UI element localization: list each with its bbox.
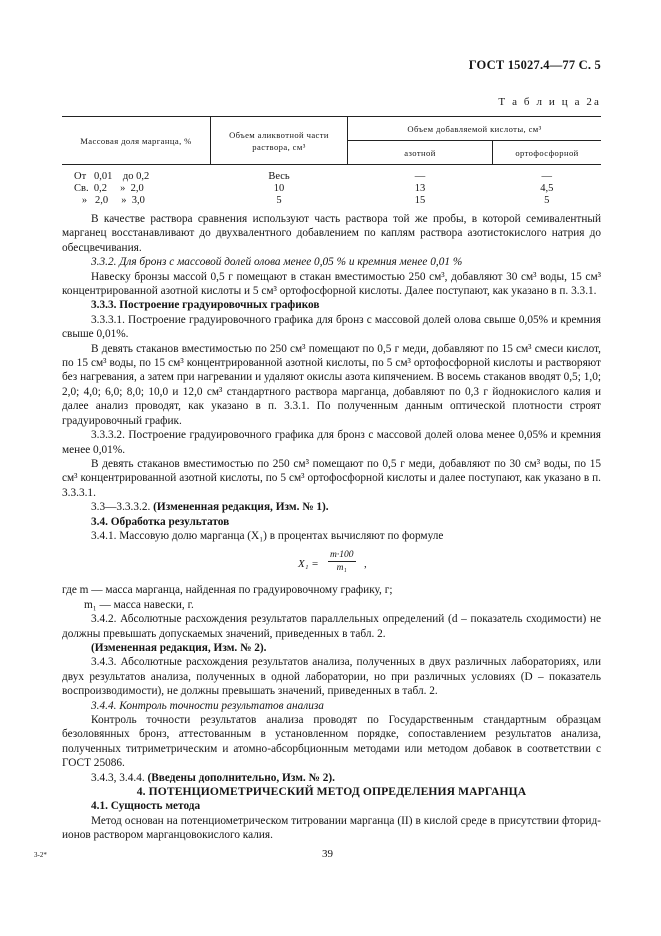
formula-comma: ,	[364, 558, 367, 571]
amendment-text: (Измененная редакция, Изм. № 1).	[153, 501, 329, 514]
amendment-ref: 3.4.3, 3.4.4.	[91, 771, 148, 784]
paragraph: 3.3.3.2. Построение градуировочного графика для бронз с массовой долей олова менее 0,05% и кремния менее 0,01%.	[62, 429, 601, 456]
cell-aliquot: Весь	[268, 171, 290, 182]
cell-range: Св. 0,2 » 2,0	[74, 183, 144, 194]
footer-mark: 3-2*	[34, 851, 47, 859]
col-header-acid-volume: Объем добавляемой кислоты, см³	[348, 117, 602, 141]
amendment-ref: 3.3—3.3.3.2.	[91, 501, 154, 514]
col-header-aliquot: Объем аликвотной части раствора, см³	[211, 117, 348, 165]
variable-definition: m₁ — масса навески, г.	[84, 598, 194, 611]
amendment-note	[62, 500, 601, 514]
table-caption: Т а б л и ц а 2а	[498, 96, 601, 108]
paragraph: 3.4.3. Абсолютные расхождения результатов анализа, полученных в двух различных лабораториях, или двух результатов анализа, полученных в одной лаборатории, но при различных условиях (D – показатель воспроизводимости), не должны превышать значений, приведенных в табл. 2.	[62, 656, 601, 698]
table-row	[62, 183, 601, 195]
cell-phosphoric: 5	[544, 195, 550, 206]
formula-fraction	[328, 549, 356, 574]
subsection-heading: 4.1. Сущность метода	[91, 800, 201, 813]
subsection-heading: 3.3.2. Для бронз с массовой долей олова менее 0,05 % и кремния менее 0,01 %	[91, 256, 463, 269]
section-heading: 4. ПОТЕНЦИОМЕТРИЧЕСКИЙ МЕТОД ОПРЕДЕЛЕНИЯ МАРГАНЦА	[136, 785, 527, 799]
table-row	[62, 165, 601, 184]
amendment-note	[62, 771, 601, 785]
table-row	[62, 195, 601, 207]
cell-nitric: 15	[414, 195, 426, 206]
col-header-phosphoric: ортофосфорной	[493, 141, 602, 165]
subsection-heading: 3.3.3. Построение градуировочных графиков	[91, 299, 320, 312]
paragraph: 3.4.2. Абсолютные расхождения результатов параллельных определений (d – показатель сходимости) не должны превышать допускаемых значений, приведенных в табл. 2.	[62, 613, 601, 640]
cell-aliquot: 5	[276, 195, 282, 206]
cell-aliquot: 10	[273, 183, 285, 194]
paragraph: 3.3.3.1. Построение градуировочного графика для бронз с массовой долей олова свыше 0,05% и кремния свыше 0,01%.	[62, 313, 601, 341]
cell-phosphoric: —	[541, 171, 552, 182]
paragraph: В девять стаканов вместимостью по 250 см³ помещают по 0,5 г меди, добавляют по 30 см³ воды, по 15 см³ концентрированной азотной кислоты, по 5 см³ ортофосфорной кислоты и далее поступают, как указано в п. 3.3.3.1.	[62, 457, 601, 499]
amendment-text: (Введены дополнительно, Изм. № 2).	[147, 771, 335, 784]
table-2a	[62, 116, 601, 207]
amendment-note: (Измененная редакция, Изм. № 2).	[91, 641, 267, 654]
cell-phosphoric: 4,5	[540, 183, 554, 194]
document-header: ГОСТ 15027.4—77 С. 5	[468, 58, 601, 72]
cell-range: От 0,01 до 0,2	[74, 171, 150, 182]
document-body	[62, 212, 601, 843]
formula-lhs: X₁ =	[298, 558, 319, 571]
subsection-heading: 3.4.4. Контроль точности результатов анализа	[91, 699, 324, 712]
subsection-heading: 3.4. Обработка результатов	[91, 515, 230, 528]
variable-definition: где m — масса марганца, найденная по градуировочному графику, г;	[62, 584, 393, 597]
cell-nitric: —	[414, 171, 426, 182]
col-header-nitric: азотной	[348, 141, 493, 165]
paragraph: В качестве раствора сравнения используют часть раствора той же пробы, в которой семивалентный марганец восстанавливают до двухвалентного добавлением по каплям раствора азотистокислого натрия до обесцвечивания.	[62, 213, 601, 254]
cell-range: » 2,0 » 3,0	[74, 195, 145, 206]
paragraph: В девять стаканов вместимостью по 250 см³ помещают по 0,5 г меди, добавляют по 15 см³ смеси кислот, по 15 см³ воды, по 15 см³ концентрированной азотной кислоты, по 5 см³ ортофосфорной кислоты и растворяют без нагревания, а затем при нагревании и удаляют окислы азота кипячением. В восемь стаканов вводят 0,5; 1,0; 2,0; 4,0; 6,0; 8,0; 10,0 и 12,0 см³ стандартного раствора марганца, добавляют по 0,3 г йоднокислого калия и далее анализ проводят, как указано в п. 3.3.1. По полученным данным оптической плотности строят градуировочный график.	[62, 342, 601, 427]
cell-nitric: 13	[414, 183, 426, 194]
formula-numerator: m·100	[330, 550, 354, 561]
paragraph: Контроль точности результатов анализа проводят по Государственным стандартным образцам безоловянных бронз, аттестованным в установленном порядке, сопоставлением результатов анализа, полученных титриметрическим и атомно-абсорбционным методами или методом добавок в соответствии с ГОСТ 25086.	[62, 714, 601, 770]
paragraph: 3.4.1. Массовую долю марганца (X₁) в процентах вычисляют по формуле	[91, 529, 444, 542]
formula-denominator: m₁	[336, 563, 347, 574]
paragraph: Метод основан на потенциометрическом титровании марганца (II) в кислой среде в присутствии фторид-ионов раствором марганцовокислого калия.	[62, 814, 601, 842]
formula	[62, 549, 601, 577]
col-header-mn-fraction: Массовая доля марганца, %	[62, 117, 211, 165]
page-number: 39	[322, 848, 333, 860]
paragraph: Навеску бронзы массой 0,5 г помещают в стакан вместимостью 250 см³, добавляют 30 см³ воды, 15 см³ концентрированной азотной кислоты и 5 см³ ортофосфорной кислоты. Далее поступают, как указано в п. 3.3.1.	[62, 270, 601, 298]
